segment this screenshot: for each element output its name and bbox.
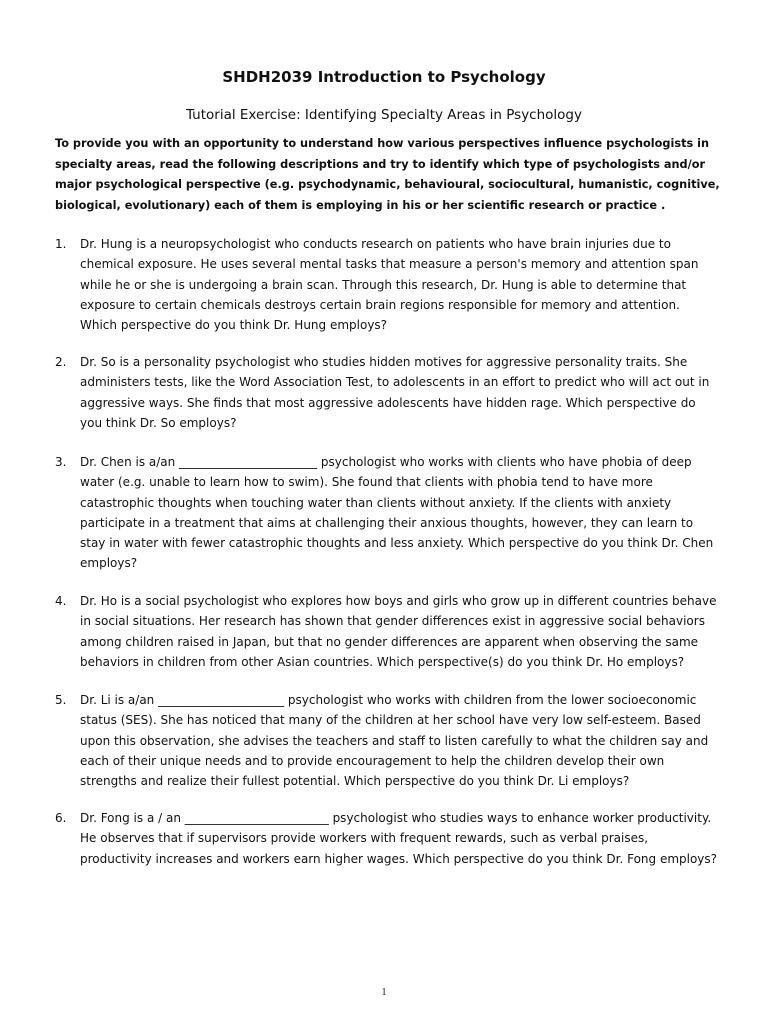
question-number: 6.	[55, 811, 67, 825]
question-6	[55, 808, 720, 869]
question-text: Dr. Chen is a/an _______________________ psychologist who works with clients who have phobia of deep water (e.g. unable to learn how to swim). She found that clients with phobia tend to have more catastrophic thoughts when touching water than clients without anxiety. If the clients with anxiety participate in a treatment that aims at challenging their anxious thoughts, however, they can learn to stay in water with fewer catastrophic thoughts and less anxiety. Which perspective do you think Dr. Chen employs?	[80, 455, 714, 571]
question-text: Dr. So is a personality psychologist who studies hidden motives for aggressive personality traits. She administers tests, like the Word Association Test, to adolescents in an effort to predict who will act out in aggressive ways. She finds that most aggressive adolescents have hidden rage. Which perspective do you think Dr. So employs?	[80, 355, 710, 430]
document-subtitle: Tutorial Exercise: Identifying Specialty Areas in Psychology	[185, 107, 582, 123]
question-text: Dr. Ho is a social psychologist who explores how boys and girls who grow up in different countries behave in social situations. Her research has shown that gender differences exist in aggressive social behaviors among children raised in Japan, but that no gender differences are apparent when observing the same behaviors in children from other Asian countries. Which perspective(s) do you think Dr. Ho employs?	[80, 594, 717, 669]
document-title: SHDH2039 Introduction to Psychology	[222, 68, 546, 86]
question-2	[55, 352, 720, 433]
question-number: 4.	[55, 594, 67, 608]
question-text: Dr. Fong is a / an ________________________ psychologist who studies ways to enhance worker productivity. He observes that if supervisors provide workers with frequent rewards, such as verbal praises, productivity increases and workers earn higher wages. Which perspective do you think Dr. Fong employs?	[80, 811, 718, 866]
question-text: Dr. Hung is a neuropsychologist who conducts research on patients who have brain injuries due to chemical exposure. He uses several mental tasks that measure a person's memory and attention span while he or she is undergoing a brain scan. Through this research, Dr. Hung is able to determine that exposure to certain chemicals destroys certain brain regions responsible for memory and attention. Which perspective do you think Dr. Hung employs?	[80, 237, 699, 333]
question-number: 2.	[55, 355, 67, 369]
question-4	[55, 591, 720, 672]
intro-paragraph: To provide you with an opportunity to understand how various perspectives influence psychologists in specialty areas, read the following descriptions and try to identify which type of psychologists and/or major psychological perspective (e.g. psychodynamic, behavioural, sociocultural, humanistic, cognitive, biological, evolutionary) each of them is employing in his or her scientific research or practice .	[55, 137, 720, 212]
question-text: Dr. Li is a/an _____________________ psychologist who works with children from the lower socioeconomic status (SES). She has noticed that many of the children at her school have very low self-esteem. Based upon this observation, she advises the teachers and staff to listen carefully to what the children say and each of their unique needs and to provide encouragement to help the children develop their own strengths and realize their fullest potential. Which perspective do you think Dr. Li employs?	[80, 693, 709, 789]
question-number: 1.	[55, 237, 67, 251]
question-3	[55, 452, 720, 574]
question-number: 3.	[55, 455, 67, 469]
question-5	[55, 690, 720, 791]
question-number: 5.	[55, 693, 67, 707]
question-1	[55, 234, 720, 335]
page-number: 1	[381, 987, 387, 998]
